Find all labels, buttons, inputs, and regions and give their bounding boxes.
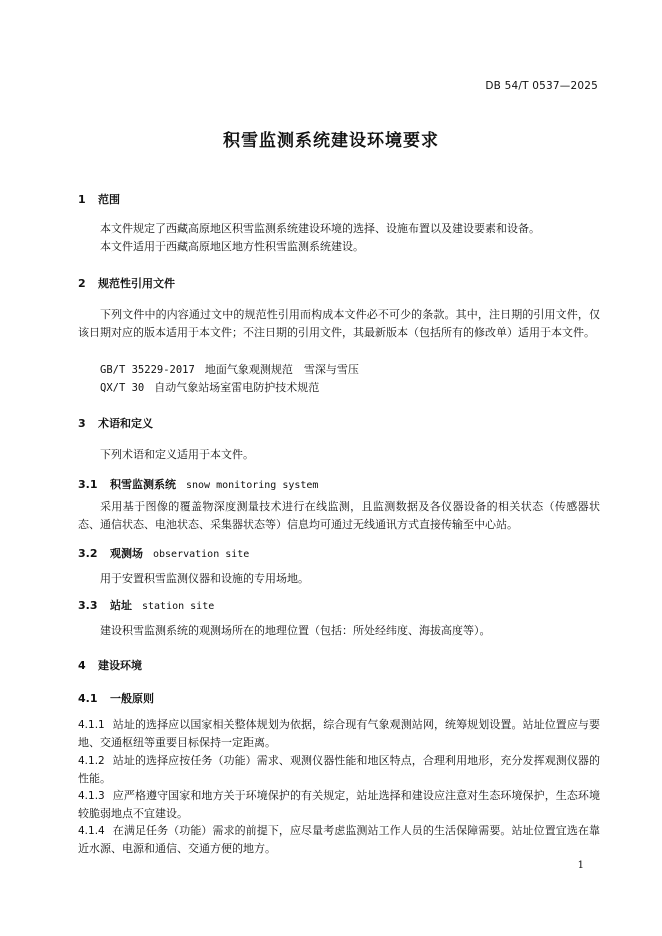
- reference-item: [100, 379, 319, 395]
- clause-number: 4.1.4: [78, 825, 105, 837]
- clause-text: 在满足任务（功能）需求的前提下，应尽量考虑监测站工作人员的生活保障需要。站址位置宜选在靠近水源、电源和通信、交通方便的地方。: [78, 824, 600, 855]
- term-heading: [78, 597, 214, 613]
- standard-code: DB 54/T 0537—2025: [485, 80, 598, 92]
- paragraph: 本文件规定了西藏高原地区积雪监测系统建设环境的选择、设施布置以及建设要素和设备。: [100, 222, 540, 235]
- subsection-heading: [78, 690, 164, 706]
- section-number: 2: [78, 277, 86, 290]
- term-chinese: 站址: [110, 599, 132, 612]
- term-number: 3.1: [78, 478, 98, 491]
- reference-item: [100, 361, 359, 377]
- paragraph: 下列术语和定义适用于本文件。: [100, 448, 254, 461]
- clause-text: 应严格遵守国家和地方关于环境保护的有关规定，站址选择和建设应注意对生态环境保护，生态环境较脆弱地点不宜建设。: [78, 789, 600, 820]
- term-heading: [78, 545, 249, 561]
- section-number: 3: [78, 417, 86, 430]
- section-title: 范围: [98, 193, 120, 206]
- section-number: 1: [78, 193, 86, 206]
- clause: [78, 787, 600, 823]
- term-number: 3.2: [78, 547, 98, 560]
- term-definition: 建设积雪监测系统的观测场所在的地理位置（包括：所处经纬度、海拔高度等）。: [100, 624, 491, 637]
- reference-title: 地面气象观测规范 雪深与雪压: [204, 363, 359, 376]
- reference-code: GB/T 35229-2017: [100, 364, 195, 376]
- term-english: station site: [142, 601, 215, 612]
- term-english: snow monitoring system: [186, 480, 319, 491]
- term-heading: [78, 476, 318, 492]
- paragraph: 下列文件中的内容通过文中的规范性引用而构成本文件必不可少的条款。其中，注日期的引用文件，仅该日期对应的版本适用于本文件；不注日期的引用文件，其最新版本（包括所有的修改单）适用于本文件。: [78, 308, 600, 339]
- section-heading-4: [78, 657, 142, 673]
- section-heading-3: [78, 415, 153, 431]
- document-title: 积雪监测系统建设环境要求: [223, 131, 439, 151]
- clause-number: 4.1.3: [78, 790, 105, 802]
- clause-text: 站址的选择应以国家相关整体规划为依据，综合现有气象观测站网，统筹规划设置。站址位置应与要地、交通枢纽等重要目标保持一定距离。: [78, 718, 600, 749]
- clause: [78, 716, 600, 752]
- reference-code: QX/T 30: [100, 382, 145, 394]
- term-number: 3.3: [78, 599, 98, 612]
- term-english: observation site: [153, 549, 250, 560]
- section-title: 术语和定义: [98, 417, 153, 430]
- clause-number: 4.1.2: [78, 755, 105, 767]
- clause-text: 站址的选择应按任务（功能）需求、观测仪器性能和地区特点，合理利用地形，充分发挥观测仪器的性能。: [78, 754, 600, 785]
- section-title: 建设环境: [98, 659, 142, 672]
- section-heading-1: [78, 191, 120, 207]
- clause: [78, 752, 600, 788]
- clause-number: 4.1.1: [78, 719, 105, 731]
- term-chinese: 观测场: [110, 547, 143, 560]
- reference-title: 自动气象站场室雷电防护技术规范: [154, 381, 320, 394]
- clause: [78, 822, 600, 858]
- section-number: 4: [78, 659, 86, 672]
- section-heading-2: [78, 275, 175, 291]
- term-definition: 用于安置积雪监测仪器和设施的专用场地。: [100, 572, 309, 585]
- term-definition: 采用基于图像的覆盖物深度测量技术进行在线监测，且监测数据及各仪器设备的相关状态（传感器状态、通信状态、电池状态、采集器状态等）信息均可通过无线通讯方式直接传输至中心站。: [78, 500, 600, 531]
- term-chinese: 积雪监测系统: [110, 478, 176, 491]
- page-number: 1: [577, 860, 584, 871]
- section-title: 规范性引用文件: [98, 277, 175, 290]
- paragraph: 本文件适用于西藏高原地区地方性积雪监测系统建设。: [100, 240, 364, 253]
- subsection-title: 一般原则: [110, 692, 154, 705]
- subsection-number: 4.1: [78, 692, 98, 705]
